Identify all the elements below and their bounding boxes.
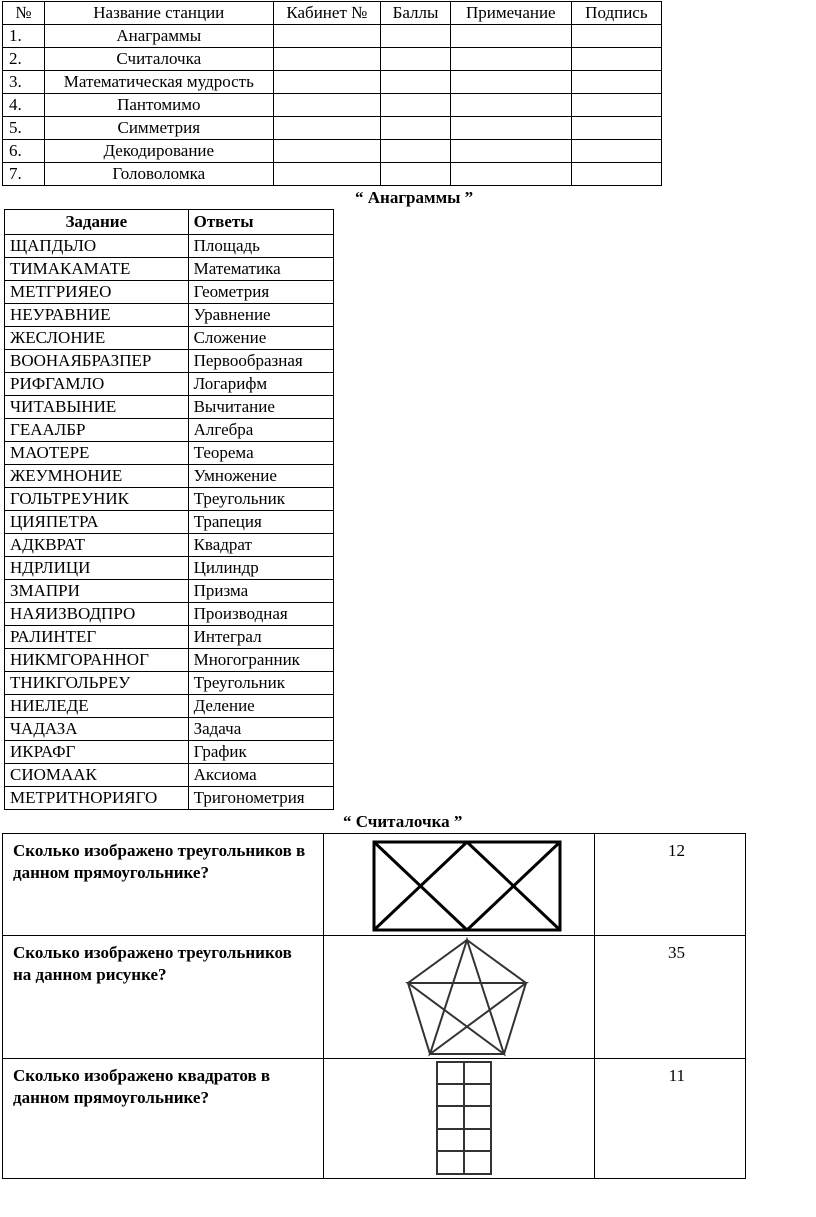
table-row [5, 419, 334, 442]
row-number: 7. [3, 163, 45, 186]
row-number: 3. [3, 71, 45, 94]
anagram-answer: График [188, 741, 333, 764]
table-row [5, 764, 334, 787]
question-text: Сколько изображено треугольников на данном рисунке? [3, 936, 324, 1059]
answer-value: 35 [595, 936, 746, 1059]
question-text: Сколько изображено треугольников в данном прямоугольнике? [3, 834, 324, 936]
answer-value: 12 [595, 834, 746, 936]
note-cell [450, 48, 571, 71]
row-number: 6. [3, 140, 45, 163]
signature-cell [571, 163, 661, 186]
anagram-answer: Алгебра [188, 419, 333, 442]
row-number: 4. [3, 94, 45, 117]
note-cell [450, 25, 571, 48]
anagram-answer: Треугольник [188, 672, 333, 695]
anagram-rows [5, 235, 334, 810]
table-row [5, 281, 334, 304]
anagram-task: ЖЕСЛОНИЕ [5, 327, 189, 350]
signature-cell [571, 25, 661, 48]
anagram-answer: Трапеция [188, 511, 333, 534]
anagram-answer: Площадь [188, 235, 333, 258]
anagram-answer: Призма [188, 580, 333, 603]
anagram-answer: Сложение [188, 327, 333, 350]
signature-cell [571, 71, 661, 94]
signature-cell [571, 48, 661, 71]
table-row [5, 534, 334, 557]
header-number: № [3, 2, 45, 25]
row-number: 5. [3, 117, 45, 140]
anagram-task: ЖЕУМНОНИЕ [5, 465, 189, 488]
figure-cell [324, 936, 595, 1059]
note-cell [450, 117, 571, 140]
table-row [3, 71, 662, 94]
anagram-answer: Первообразная [188, 350, 333, 373]
anagram-answer: Логарифм [188, 373, 333, 396]
points-cell [381, 94, 451, 117]
anagram-answer: Теорема [188, 442, 333, 465]
rectangle-triangles-figure [324, 834, 594, 934]
note-cell [450, 71, 571, 94]
table-row [3, 834, 746, 936]
anagram-task: ВООНАЯБРАЗПЕР [5, 350, 189, 373]
anagram-answer: Треугольник [188, 488, 333, 511]
header-station-name: Название станции [45, 2, 274, 25]
station-name: Математическая мудрость [45, 71, 274, 94]
points-cell [381, 48, 451, 71]
anagram-answer: Уравнение [188, 304, 333, 327]
table-row [5, 787, 334, 810]
table-row [3, 163, 662, 186]
table-row [5, 488, 334, 511]
header-room: Кабинет № [273, 2, 381, 25]
table-row [5, 695, 334, 718]
room-cell [273, 140, 381, 163]
anagram-task: НАЯИЗВОДПРО [5, 603, 189, 626]
table-row [5, 580, 334, 603]
counting-table [2, 833, 746, 1179]
answer-value: 11 [595, 1059, 746, 1179]
header-task: Задание [5, 210, 189, 235]
anagram-task: ЧИТАВЫНИЕ [5, 396, 189, 419]
station-name: Декодирование [45, 140, 274, 163]
points-cell [381, 71, 451, 94]
signature-cell [571, 140, 661, 163]
stations-header-row [3, 2, 662, 25]
anagram-task: СИОМААК [5, 764, 189, 787]
table-row [5, 442, 334, 465]
station-name: Симметрия [45, 117, 274, 140]
table-row [5, 350, 334, 373]
table-row [3, 1059, 746, 1179]
note-cell [450, 94, 571, 117]
figure-rectangle [374, 842, 560, 930]
table-row [5, 304, 334, 327]
anagram-task: МЕТРИТНОРИЯГО [5, 787, 189, 810]
anagram-task: МЕТГРИЯЕО [5, 281, 189, 304]
anagrams-header-row [5, 210, 334, 235]
anagrams-table [4, 209, 334, 810]
points-cell [381, 117, 451, 140]
header-signature: Подпись [571, 2, 661, 25]
anagram-task: ЦИЯПЕТРА [5, 511, 189, 534]
table-row [3, 117, 662, 140]
station-name: Пантомимо [45, 94, 274, 117]
anagram-answer: Умножение [188, 465, 333, 488]
signature-cell [571, 94, 661, 117]
table-row [5, 626, 334, 649]
room-cell [273, 163, 381, 186]
grid-squares-figure [324, 1059, 594, 1177]
anagram-answer: Математика [188, 258, 333, 281]
anagram-task: НДРЛИЦИ [5, 557, 189, 580]
table-row [3, 25, 662, 48]
station-name: Считалочка [45, 48, 274, 71]
table-row [3, 94, 662, 117]
anagram-task: НИЕЛЕДЕ [5, 695, 189, 718]
figure-cell [324, 834, 595, 936]
table-row [5, 672, 334, 695]
table-row [5, 649, 334, 672]
header-answer: Ответы [188, 210, 333, 235]
room-cell [273, 94, 381, 117]
anagram-answer: Деление [188, 695, 333, 718]
room-cell [273, 48, 381, 71]
room-cell [273, 25, 381, 48]
anagram-task: НИКМГОРАННОГ [5, 649, 189, 672]
question-text: Сколько изображено квадратов в данном прямоугольнике? [3, 1059, 324, 1179]
anagram-answer: Производная [188, 603, 333, 626]
table-row [3, 48, 662, 71]
anagrams-title: “ Анаграммы ” [355, 188, 474, 207]
table-row [5, 718, 334, 741]
table-row [3, 936, 746, 1059]
anagram-task: РИФГАМЛО [5, 373, 189, 396]
points-cell [381, 163, 451, 186]
table-row [5, 557, 334, 580]
station-name: Анаграммы [45, 25, 274, 48]
room-cell [273, 117, 381, 140]
stations-table [2, 1, 662, 186]
anagram-task: ГЕААЛБР [5, 419, 189, 442]
table-row [5, 465, 334, 488]
anagram-task: ЧАДАЗА [5, 718, 189, 741]
anagram-task: РАЛИНТЕГ [5, 626, 189, 649]
table-row [5, 603, 334, 626]
table-row [3, 140, 662, 163]
anagram-task: ИКРАФГ [5, 741, 189, 764]
anagram-answer: Задача [188, 718, 333, 741]
header-points: Баллы [381, 2, 451, 25]
anagram-answer: Геометрия [188, 281, 333, 304]
table-row [5, 327, 334, 350]
row-number: 2. [3, 48, 45, 71]
counting-title: “ Считалочка ” [343, 812, 463, 831]
anagram-task: ЗМАПРИ [5, 580, 189, 603]
table-row [5, 511, 334, 534]
anagram-task: ТНИКГОЛЬРЕУ [5, 672, 189, 695]
anagram-task: НЕУРАВНИЕ [5, 304, 189, 327]
room-cell [273, 71, 381, 94]
points-cell [381, 140, 451, 163]
table-row [5, 373, 334, 396]
note-cell [450, 140, 571, 163]
table-row [5, 258, 334, 281]
anagram-answer: Многогранник [188, 649, 333, 672]
anagram-answer: Цилиндр [188, 557, 333, 580]
anagram-task: АДКВРАТ [5, 534, 189, 557]
pentagon-star-figure [324, 936, 594, 1058]
table-row [5, 235, 334, 258]
figure-cell [324, 1059, 595, 1179]
anagram-answer: Аксиома [188, 764, 333, 787]
anagram-answer: Интеграл [188, 626, 333, 649]
row-number: 1. [3, 25, 45, 48]
anagram-answer: Вычитание [188, 396, 333, 419]
anagram-task: ТИМАКАМАТЕ [5, 258, 189, 281]
anagram-answer: Квадрат [188, 534, 333, 557]
table-row [5, 741, 334, 764]
table-row [5, 396, 334, 419]
points-cell [381, 25, 451, 48]
anagram-task: ЩАПДЬЛО [5, 235, 189, 258]
station-name: Головоломка [45, 163, 274, 186]
anagram-task: ГОЛЬТРЕУНИК [5, 488, 189, 511]
note-cell [450, 163, 571, 186]
anagram-answer: Тригонометрия [188, 787, 333, 810]
signature-cell [571, 117, 661, 140]
anagram-task: МАОТЕРЕ [5, 442, 189, 465]
header-note: Примечание [450, 2, 571, 25]
